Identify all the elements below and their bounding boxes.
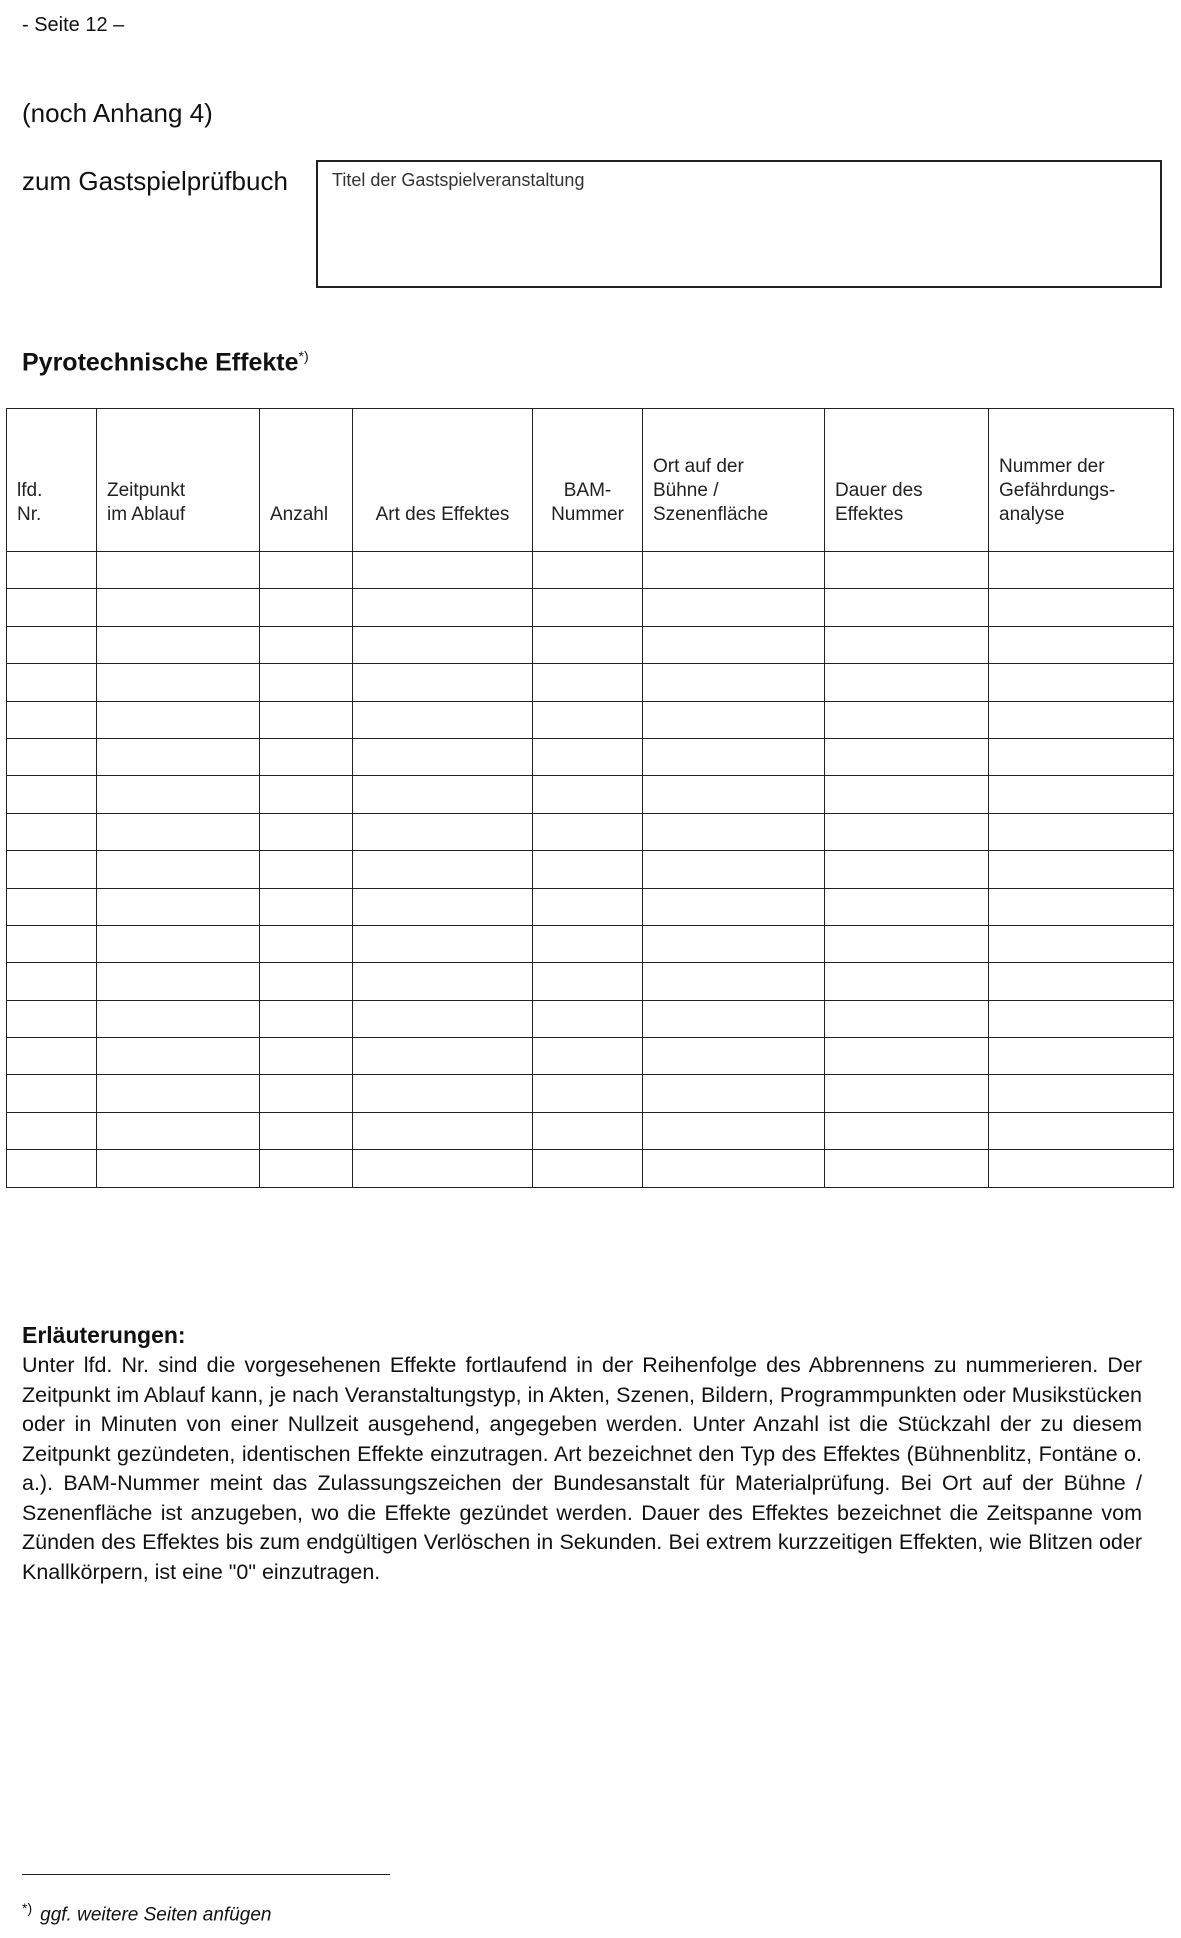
table-cell[interactable] (825, 552, 989, 589)
page-number: - Seite 12 – (22, 14, 125, 36)
table-cell[interactable] (533, 1000, 643, 1037)
event-title-field[interactable] (316, 160, 1162, 288)
section-title (22, 348, 309, 377)
table-cell[interactable] (7, 925, 97, 962)
footnote-divider (22, 1874, 390, 1875)
col-header-lfd-nr: lfd. Nr. (7, 409, 97, 552)
table-cell[interactable] (97, 738, 260, 775)
table-cell[interactable] (353, 1150, 533, 1187)
table-cell[interactable] (7, 776, 97, 813)
table-cell[interactable] (260, 664, 353, 701)
table-row (7, 1000, 1174, 1037)
table-cell[interactable] (643, 1075, 825, 1112)
table-cell[interactable] (260, 626, 353, 663)
table-cell[interactable] (97, 589, 260, 626)
table-cell[interactable] (97, 925, 260, 962)
table-cell[interactable] (643, 738, 825, 775)
table-cell[interactable] (7, 1150, 97, 1187)
table-cell[interactable] (7, 888, 97, 925)
table-cell[interactable] (825, 626, 989, 663)
table-cell[interactable] (353, 925, 533, 962)
table-cell[interactable] (97, 1038, 260, 1075)
table-row (7, 1112, 1174, 1149)
table-cell[interactable] (7, 701, 97, 738)
table-cell[interactable] (533, 626, 643, 663)
table-cell[interactable] (989, 888, 1174, 925)
table-cell[interactable] (989, 1150, 1174, 1187)
table-cell[interactable] (97, 552, 260, 589)
table-cell[interactable] (989, 701, 1174, 738)
table-cell[interactable] (825, 664, 989, 701)
table-row (7, 589, 1174, 626)
table-cell[interactable] (825, 813, 989, 850)
table-body (7, 552, 1174, 1188)
table-cell[interactable] (643, 1150, 825, 1187)
table-row (7, 925, 1174, 962)
col-header-dauer: Dauer des Effektes (825, 409, 989, 552)
table-row (7, 738, 1174, 775)
pyro-effects-table (6, 408, 1174, 1188)
table-cell[interactable] (989, 776, 1174, 813)
table-cell[interactable] (97, 1150, 260, 1187)
table-cell[interactable] (825, 738, 989, 775)
footnote-mark: *) (22, 1900, 33, 1916)
table-cell[interactable] (643, 1000, 825, 1037)
table-cell[interactable] (7, 1075, 97, 1112)
table-cell[interactable] (260, 888, 353, 925)
table-cell[interactable] (7, 1112, 97, 1149)
footnote-text: ggf. weitere Seiten anfügen (40, 1904, 272, 1926)
table-cell[interactable] (643, 813, 825, 850)
table-cell[interactable] (533, 664, 643, 701)
table-cell[interactable] (353, 589, 533, 626)
table-cell[interactable] (353, 1112, 533, 1149)
table-cell[interactable] (7, 664, 97, 701)
table-cell[interactable] (353, 851, 533, 888)
table-cell[interactable] (989, 738, 1174, 775)
table-cell[interactable] (353, 552, 533, 589)
table-cell[interactable] (353, 664, 533, 701)
appendix-note: (noch Anhang 4) (22, 98, 213, 128)
table-cell[interactable] (825, 589, 989, 626)
table-cell[interactable] (825, 1112, 989, 1149)
table-cell[interactable] (643, 626, 825, 663)
table-cell[interactable] (353, 701, 533, 738)
table-cell[interactable] (353, 963, 533, 1000)
table-cell[interactable] (533, 1075, 643, 1112)
table-cell[interactable] (989, 813, 1174, 850)
table-cell[interactable] (533, 1112, 643, 1149)
table-cell[interactable] (260, 701, 353, 738)
col-header-gefaehrdung: Nummer der Gefährdungs- analyse (989, 409, 1174, 552)
table-cell[interactable] (97, 851, 260, 888)
table-cell[interactable] (533, 1038, 643, 1075)
table-cell[interactable] (7, 589, 97, 626)
table-cell[interactable] (353, 1075, 533, 1112)
table-cell[interactable] (97, 888, 260, 925)
table-cell[interactable] (260, 1075, 353, 1112)
section-footnote-mark: *) (298, 348, 309, 364)
table-row (7, 851, 1174, 888)
table-cell[interactable] (97, 701, 260, 738)
table-cell[interactable] (643, 888, 825, 925)
gastspielpruefbuch-label: zum Gastspielprüfbuch (22, 166, 288, 196)
table-cell[interactable] (643, 589, 825, 626)
table-cell[interactable] (989, 626, 1174, 663)
table-cell[interactable] (533, 963, 643, 1000)
table-cell[interactable] (260, 813, 353, 850)
table-cell[interactable] (643, 1112, 825, 1149)
table-row (7, 963, 1174, 1000)
table-cell[interactable] (7, 738, 97, 775)
table-cell[interactable] (97, 1000, 260, 1037)
table-cell[interactable] (825, 851, 989, 888)
table-cell[interactable] (260, 963, 353, 1000)
table-cell[interactable] (353, 813, 533, 850)
table-cell[interactable] (989, 589, 1174, 626)
table-cell[interactable] (533, 776, 643, 813)
table-row (7, 813, 1174, 850)
table-cell[interactable] (260, 851, 353, 888)
table-row (7, 552, 1174, 589)
col-header-anzahl: Anzahl (260, 409, 353, 552)
table-cell[interactable] (825, 1150, 989, 1187)
col-header-ort: Ort auf der Bühne / Szenenfläche (643, 409, 825, 552)
table-cell[interactable] (825, 1000, 989, 1037)
col-header-zeitpunkt: Zeitpunkt im Ablauf (97, 409, 260, 552)
table-cell[interactable] (260, 738, 353, 775)
explanations-text: Unter lfd. Nr. sind die vorgesehenen Effekte fortlaufend in der Reihenfolge des Abbrennens zu nummerieren. Der Zeitpunkt im Ablauf kann, je nach Veranstaltungstyp, in Akten, Szenen, Bildern, Programmpunkten oder Musikstücken oder in Minuten von einer Nullzeit ausgehend, angegeben werden. Unter Anzahl ist die Stückzahl der zu diesem Zeitpunkt gezündeten, identischen Effekte einzutragen. Art bezeichnet den Typ des Effektes (Bühnenblitz, Fontäne o. a.). BAM-Nummer meint das Zulassungszeichen der Bundesanstalt für Materialprüfung. Bei Ort auf der Bühne / Szenenfläche ist anzugeben, wo die Effekte gezündet werden. Dauer des Effektes bezeichnet die Zeitspanne vom Zünden des Effektes bis zum endgültigen Verlöschen in Sekunden. Bei extrem kurzzeitigen Effekten, wie Blitzen oder Knallkörpern, ist eine "0" einzutragen. (22, 1353, 1142, 1584)
table-cell[interactable] (643, 963, 825, 1000)
table-cell[interactable] (825, 1075, 989, 1112)
col-header-art: Art des Effektes (353, 409, 533, 552)
table-row (7, 1075, 1174, 1112)
table-cell[interactable] (825, 776, 989, 813)
event-title-label: Titel der Gastspielveranstaltung (332, 170, 585, 190)
table-cell[interactable] (825, 701, 989, 738)
table-cell[interactable] (260, 925, 353, 962)
table-cell[interactable] (533, 888, 643, 925)
table-cell[interactable] (97, 626, 260, 663)
table-cell[interactable] (97, 963, 260, 1000)
table-cell[interactable] (989, 925, 1174, 962)
table-cell[interactable] (989, 851, 1174, 888)
table-cell[interactable] (825, 925, 989, 962)
table-cell[interactable] (989, 963, 1174, 1000)
table-row (7, 888, 1174, 925)
table-cell[interactable] (97, 813, 260, 850)
table-cell[interactable] (643, 925, 825, 962)
table-cell[interactable] (989, 552, 1174, 589)
table-cell[interactable] (260, 1038, 353, 1075)
table-row (7, 626, 1174, 663)
table-cell[interactable] (353, 1038, 533, 1075)
table-cell[interactable] (260, 776, 353, 813)
table-cell[interactable] (533, 552, 643, 589)
table-cell[interactable] (533, 1150, 643, 1187)
table-cell[interactable] (353, 738, 533, 775)
table-cell[interactable] (643, 664, 825, 701)
table-cell[interactable] (533, 813, 643, 850)
table-cell[interactable] (7, 626, 97, 663)
table-cell[interactable] (260, 1150, 353, 1187)
table-cell[interactable] (643, 776, 825, 813)
table-cell[interactable] (533, 925, 643, 962)
table-cell[interactable] (353, 1000, 533, 1037)
table-row (7, 776, 1174, 813)
table-cell[interactable] (260, 1000, 353, 1037)
table-cell[interactable] (989, 1075, 1174, 1112)
table-header-row (7, 409, 1174, 552)
footnote (22, 1900, 271, 1926)
explanations-title: Erläuterungen: (22, 1322, 186, 1348)
table-cell[interactable] (533, 701, 643, 738)
table-cell[interactable] (643, 851, 825, 888)
table-cell[interactable] (989, 1000, 1174, 1037)
table-cell[interactable] (97, 664, 260, 701)
table-cell[interactable] (533, 851, 643, 888)
table-cell[interactable] (533, 589, 643, 626)
table-cell[interactable] (533, 738, 643, 775)
table-cell[interactable] (260, 1112, 353, 1149)
table-cell[interactable] (260, 552, 353, 589)
table-row (7, 1038, 1174, 1075)
col-header-bam-nummer: BAM- Nummer (533, 409, 643, 552)
table-cell[interactable] (260, 589, 353, 626)
table-row (7, 1150, 1174, 1187)
explanations (22, 1322, 1142, 1587)
table-cell[interactable] (97, 1112, 260, 1149)
table-cell[interactable] (989, 1112, 1174, 1149)
table-cell[interactable] (353, 626, 533, 663)
table-row (7, 664, 1174, 701)
table-cell[interactable] (825, 963, 989, 1000)
table-cell[interactable] (643, 701, 825, 738)
table-cell[interactable] (97, 776, 260, 813)
table-cell[interactable] (353, 776, 533, 813)
table-cell[interactable] (989, 1038, 1174, 1075)
table-cell[interactable] (7, 1000, 97, 1037)
table-cell[interactable] (825, 1038, 989, 1075)
table-cell[interactable] (7, 963, 97, 1000)
table-cell[interactable] (7, 813, 97, 850)
table-cell[interactable] (989, 664, 1174, 701)
table-row (7, 701, 1174, 738)
table-cell[interactable] (643, 552, 825, 589)
table-cell[interactable] (97, 1075, 260, 1112)
table-cell[interactable] (643, 1038, 825, 1075)
table-cell[interactable] (7, 1038, 97, 1075)
table-cell[interactable] (7, 851, 97, 888)
table-cell[interactable] (353, 888, 533, 925)
section-title-text: Pyrotechnische Effekte (22, 348, 299, 377)
table-cell[interactable] (7, 552, 97, 589)
table-cell[interactable] (825, 888, 989, 925)
